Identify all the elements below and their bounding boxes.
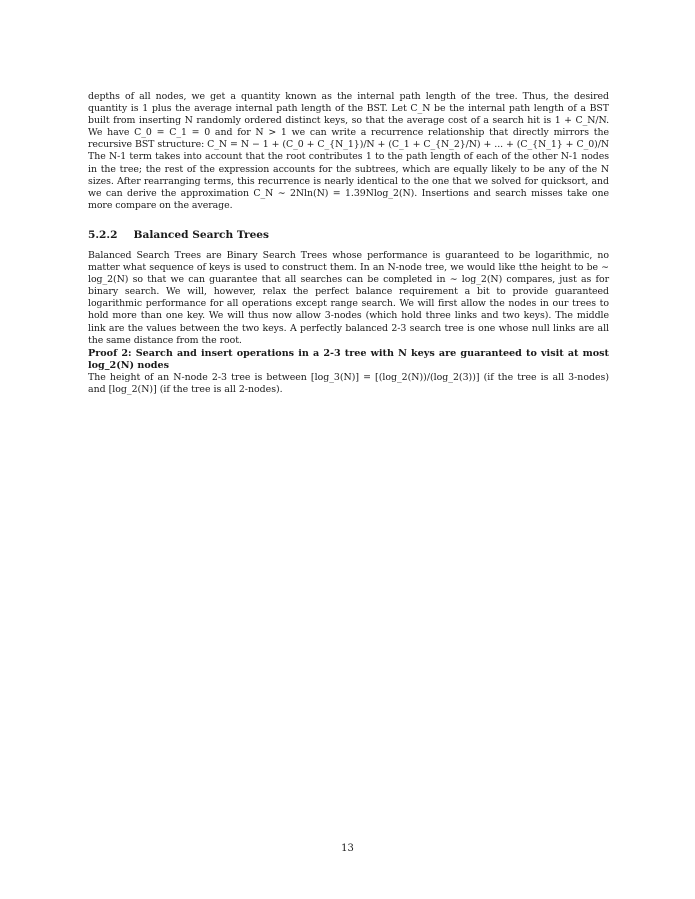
section-title: Balanced Search Trees <box>133 228 270 241</box>
section-heading <box>88 229 609 242</box>
section-number: 5.2.2 <box>88 228 118 241</box>
proof-body: The height of an N-node 2-3 tree is between [log_3(N)] = [(log_2(N))/(log_2(3))] (if the tree is all 3-nodes) and [log_2(N)] (if the tree is all 2-nodes). <box>88 371 609 395</box>
proof-title: Proof 2: Search and insert operations in a 2-3 tree with N keys are guaranteed to visit at most log_2(N) nodes <box>88 347 609 371</box>
page-number: 13 <box>341 843 354 854</box>
page-content <box>88 91 609 396</box>
intro-paragraph: depths of all nodes, we get a quantity known as the internal path length of the tree. Thus, the desired quantity is 1 plus the average internal path length of the BST. Let C_N be the internal path length of a BST built from inserting N randomly ordered distinct keys, so that the average cost of a search hit is 1 + C_N/N. We have C_0 = C_1 = 0 and for N > 1 we can write a recurrence relationship that directly mirrors the recursive BST structure: C_N = N − 1 + (C_0 + C_{N_1})/N + (C_1 + C_{N_2}/N) + ... + (C_{N_1} + C_0)/N The N-1 term takes into account that the root contributes 1 to the path length of each of the other N-1 nodes in the tree; the rest of the expression accounts for the subtrees, which are equally likely to be any of the N sizes. After rearranging terms, this recurrence is nearly identical to the one that we solved for quicksort, and we can derive the approximation C_N ∼ 2Nln(N) = 1.39Nlog_2(N). Insertions and search misses take one more compare on the average. <box>88 91 609 211</box>
section-paragraph: Balanced Search Trees are Binary Search Trees whose performance is guaranteed to be logarithmic, no matter what sequence of keys is used to construct them. In an N-node tree, we would like tthe height to be ∼ log_2(N) so that we can guarantee that all searches can be completed in ∼ log_2(N) compares, just as for binary search. We will, however, relax the perfect balance requirement a bit to provide guaranteed logarithmic performance for all operations except range search. We will first allow the nodes in our trees to hold more than one key. We will thus now allow 3-nodes (which hold three links and two keys). The middle link are the values between the two keys. A perfectly balanced 2-3 search tree is one whose null links are all the same distance from the root. <box>88 249 609 346</box>
